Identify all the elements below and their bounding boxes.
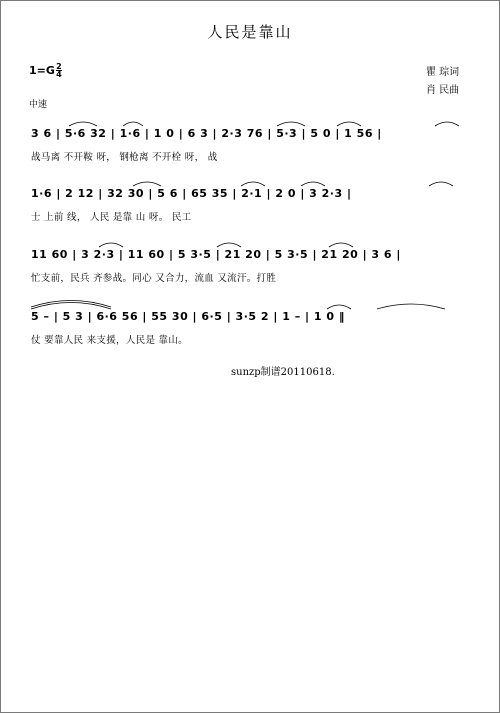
time-signature-bottom: 4 <box>56 70 62 79</box>
jianpu-notes: 1·6 | 2 12 | 32 30 | 5 6 | 65 35 | 2·1 | 2 0 | 3 2·3 | <box>31 187 352 200</box>
key-label: 1=G <box>29 64 55 77</box>
lyrics-line: 仗 要靠人民 来支援，人民是 靠山。 <box>31 335 188 346</box>
time-signature-top: 2 <box>56 62 62 71</box>
tempo-marking: 中速 <box>29 100 48 110</box>
jianpu-notes: 11 60 | 3 2·3 | 11 60 | 5 3·5 | 21 20 | 5 3·5 | 21 20 | 3 6 | <box>31 248 401 261</box>
time-signature <box>56 63 62 78</box>
composer-credit: 肖 民曲 <box>426 85 460 96</box>
transcriber-note: sunzp制谱20110618. <box>231 367 335 378</box>
lyrics-line: 忙支前，民兵 齐参战。同心 又合力，流血 又流汗。打胜 <box>31 273 277 284</box>
jianpu-notes: 3 6 | 5·6 32 | 1·6 | 1 0 | 6 3 | 2·3 76 | 5·3 | 5 0 | 1 56 | <box>31 127 382 140</box>
lyrics-line: 士 上前 线， 人民 是靠 山 呀。 民工 <box>31 212 192 223</box>
lyrics-line: 战马离 不开鞍 呀， 钢枪离 不开栓 呀， 战 <box>31 152 218 163</box>
song-title: 人民是靠山 <box>207 23 293 41</box>
key-signature <box>29 63 62 78</box>
jianpu-notes: 5 – | 5 3 | 6·6 56 | 55 30 | 6·5 | 3·5 2 | 1 – | 1 0 ‖ <box>31 310 345 323</box>
lyricist-credit: 瞿 琮词 <box>426 67 460 78</box>
